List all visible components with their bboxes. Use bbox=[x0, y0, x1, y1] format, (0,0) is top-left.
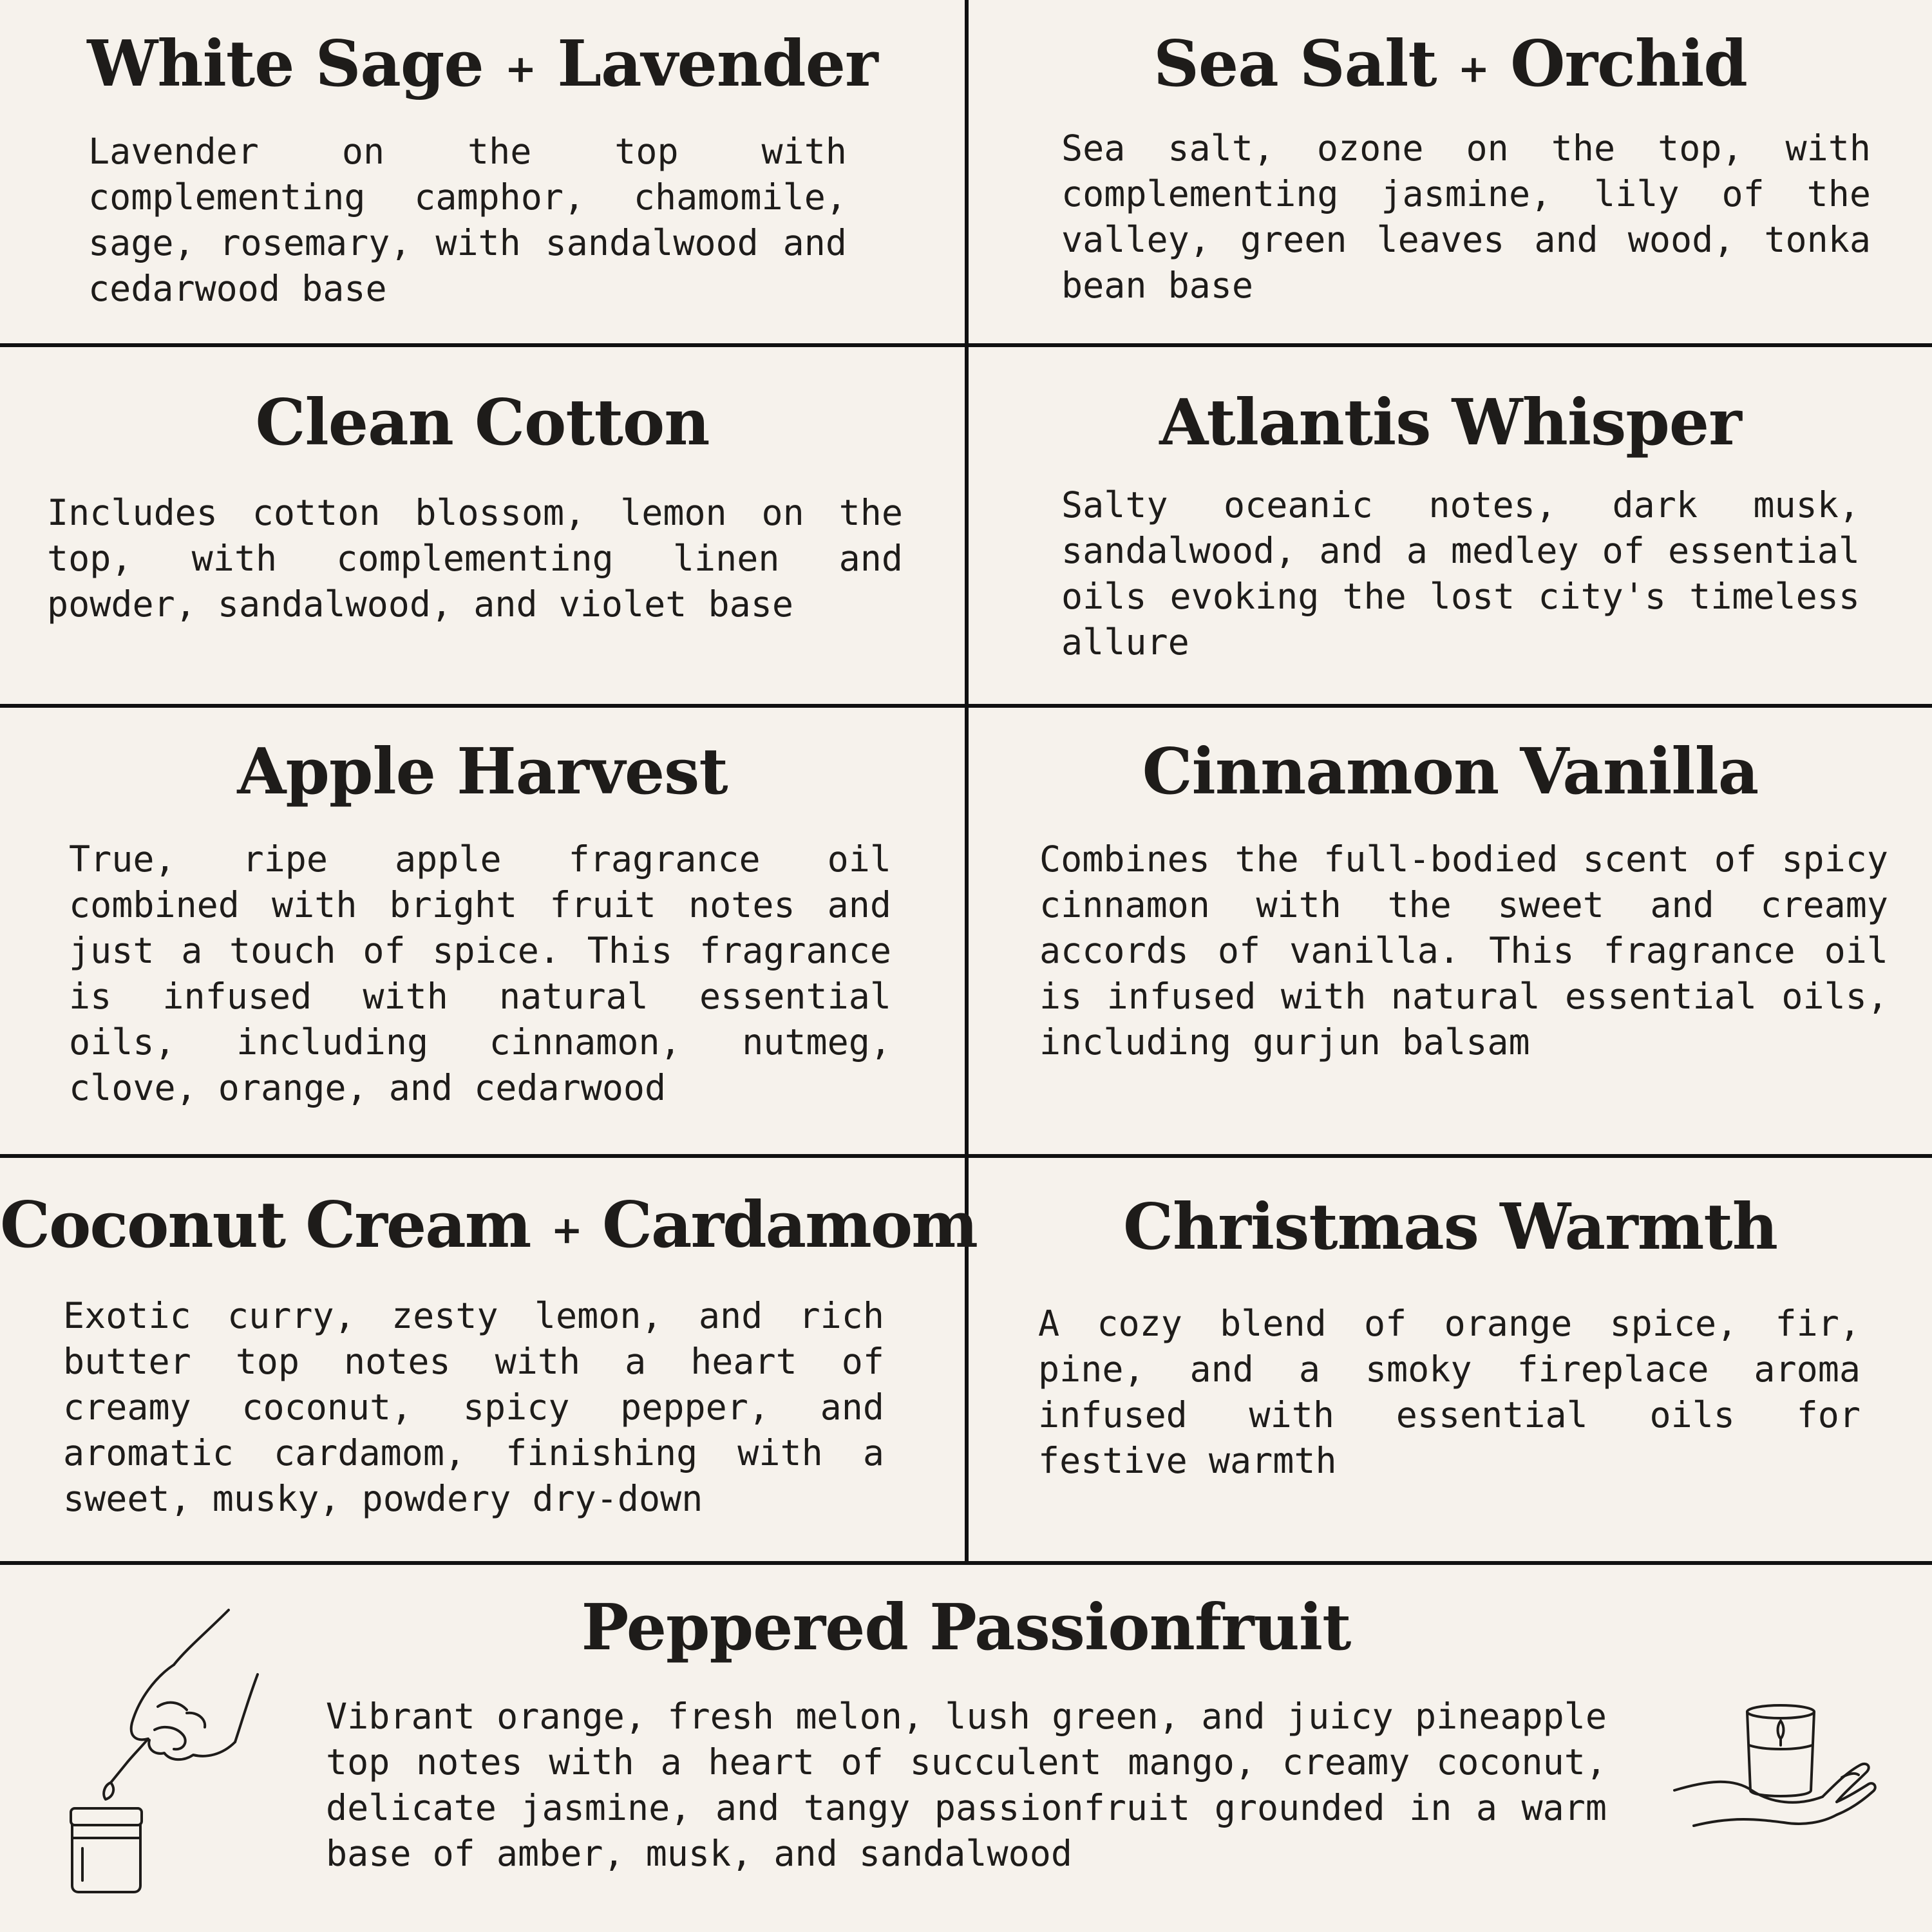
scent-title: Coconut Cream + Cardamom bbox=[0, 1188, 977, 1262]
scent-card-coconut-cream-cardamom bbox=[0, 1158, 977, 1561]
scent-title: Sea Salt + Orchid bbox=[1153, 27, 1747, 101]
scent-title: Clean Cotton bbox=[255, 386, 710, 460]
scent-card-cinnamon-vanilla bbox=[969, 708, 1932, 1154]
scent-title: Apple Harvest bbox=[237, 735, 728, 809]
scent-card-atlantis-whisper bbox=[969, 347, 1932, 704]
scent-card-clean-cotton bbox=[0, 347, 965, 704]
scent-title: Peppered Passionfruit bbox=[581, 1591, 1351, 1665]
scent-description: Sea salt, ozone on the top, with complementing jasmine, lily of the valley, green leaves and wood, tonka bean base bbox=[1061, 128, 1871, 306]
scent-description: Vibrant orange, fresh melon, lush green, and juicy pineapple top notes with a heart of succulent mango, creamy coconut, delicate jasmine, and tangy passionfruit grounded in a warm base of amber, musk, and sandalwood bbox=[326, 1696, 1607, 1874]
scent-card-white-sage-lavender bbox=[0, 0, 965, 343]
scent-description: Lavender on the top with complementing camphor, chamomile, sage, rosemary, with sandalwood and cedarwood base bbox=[88, 131, 847, 309]
scent-card-peppered-passionfruit bbox=[0, 1565, 1932, 1932]
scent-title: Cinnamon Vanilla bbox=[1142, 735, 1759, 809]
scent-title: Atlantis Whisper bbox=[1159, 386, 1741, 460]
scent-description: Combines the full-bodied scent of spicy cinnamon with the sweet and creamy accords of vanilla. This fragrance oil is infused with natural essential oils, including gurjun balsam bbox=[1039, 838, 1888, 1063]
scent-title: White Sage + Lavender bbox=[87, 27, 878, 101]
hand-holding-candle-icon bbox=[1668, 1694, 1887, 1848]
scent-description: Salty oceanic notes, dark musk, sandalwood, and a medley of essential oils evoking the lost city's timeless allure bbox=[1061, 484, 1860, 663]
scent-title: Christmas Warmth bbox=[1123, 1190, 1777, 1264]
hand-lighting-candle-icon bbox=[52, 1604, 270, 1900]
scent-description: True, ripe apple fragrance oil combined with bright fruit notes and just a touch of spice. This fragrance is infused with natural essential oils, including cinnamon, nutmeg, clove, orange, and cedarwood bbox=[69, 838, 891, 1108]
scent-card-apple-harvest bbox=[0, 708, 965, 1154]
scent-card-sea-salt-orchid bbox=[969, 0, 1932, 343]
scent-description: Includes cotton blossom, lemon on the top, with complementing linen and powder, sandalwood, and violet base bbox=[47, 492, 903, 625]
scent-description: A cozy blend of orange spice, fir, pine, and a smoky fireplace aroma infused with essential oils for festive warmth bbox=[1038, 1303, 1861, 1481]
scent-card-christmas-warmth bbox=[969, 1158, 1932, 1561]
scent-description: Exotic curry, zesty lemon, and rich butter top notes with a heart of creamy coconut, spicy pepper, and aromatic cardamom, finishing with a sweet, musky, powdery dry-down bbox=[63, 1295, 884, 1519]
